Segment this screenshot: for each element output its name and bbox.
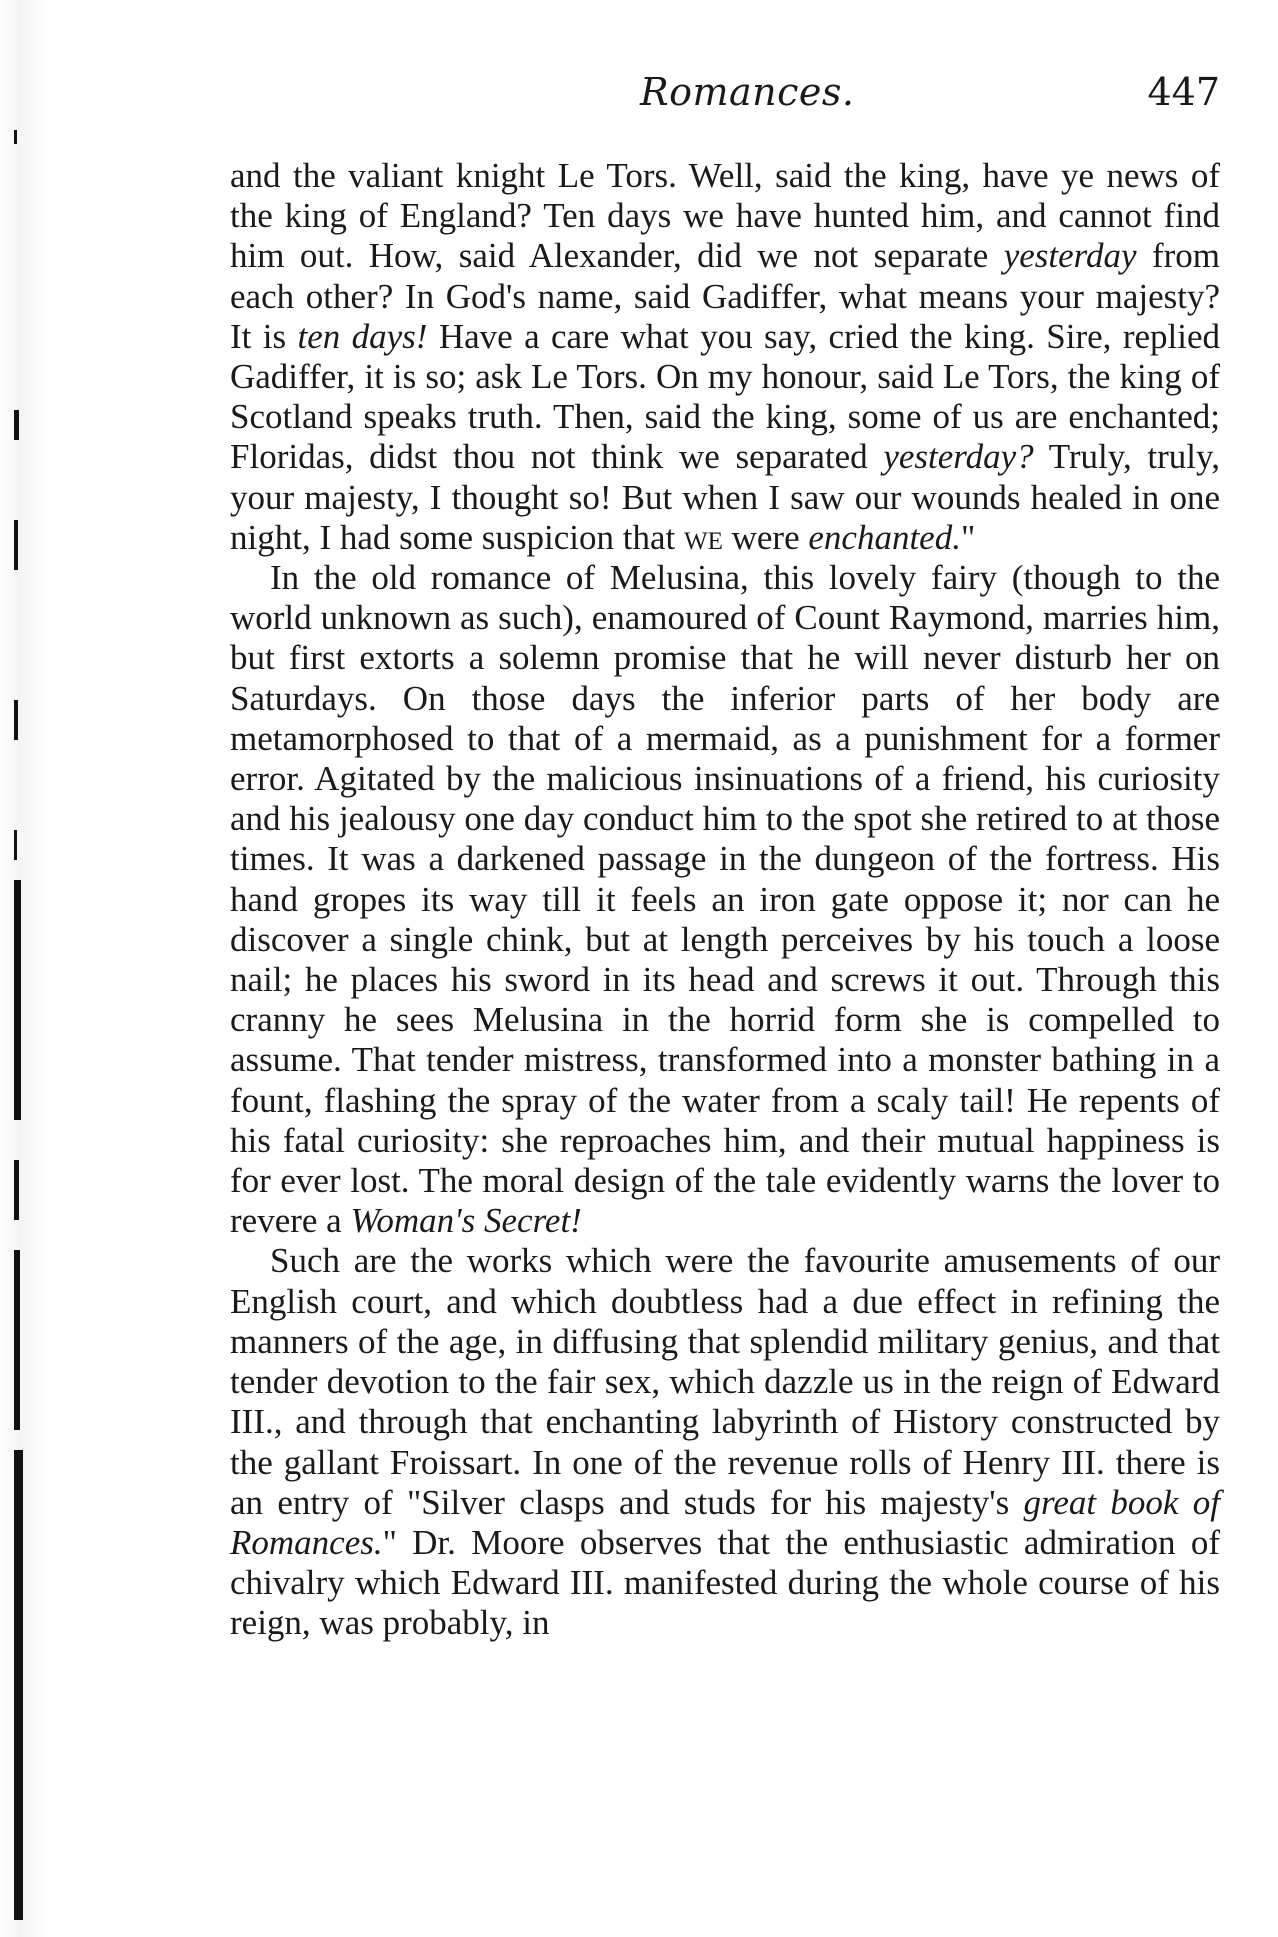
binding-shadow-mark xyxy=(14,830,17,860)
running-title: Romances. xyxy=(640,70,855,114)
text-run: Have a care what you say, cried the king. Sire, replied Gadiffer, it is so; ask Le Tors. On my honour, said Le Tors, the king of Scotland speaks truth. Then, said the king, some of us are enchanted; Floridas, didst thou not think we separated xyxy=(230,316,1220,477)
body-text xyxy=(230,156,1220,1644)
binding-shadow-mark xyxy=(14,130,17,144)
text-run: Such are the works which were the favourite amusements of our English court, and which doubtless had a due effect in refining the manners of the age, in diffusing that splendid military genius, and that tender devotion to the fair sex, which dazzle us in the reign of Edward III., and through that enchanting labyrinth of History constructed by the gallant Froissart. In one of the revenue rolls of Henry III. there is an entry of "Silver clasps and studs for his majesty's xyxy=(230,1241,1220,1522)
binding-shadow-mark xyxy=(14,700,18,740)
italic-run: yesterday? xyxy=(883,437,1034,477)
text-run: and the valiant knight Le Tors. Well, said the king, have ye news of the king of England? Ten days we have hunted him, and cannot find him out. How, said Alexander, did we not separate xyxy=(230,156,1220,276)
binding-shadow-mark xyxy=(14,520,18,570)
page-header xyxy=(230,70,1220,120)
paragraph xyxy=(230,156,1220,558)
paragraph xyxy=(230,558,1220,1241)
text-run: Truly, truly, your majesty, I thought so! But when I saw our wounds healed in one night, I had some suspicion that xyxy=(230,437,1220,557)
text-run: " xyxy=(960,517,976,557)
binding-shadow-mark xyxy=(14,880,21,1120)
text-run: In the old romance of Melusina, this lovely fairy (though to the world unknown as such), enamoured of Count Raymond, marries him, but first extorts a solemn promise that he will never disturb her on Saturdays. On those days the inferior parts of her body are metamorphosed to that of a mermaid, as a punishment for a former error. Agitated by the malicious insinuations of a friend, his curiosity and his jealousy one day conduct him to the spot she retired to at those times. It was a darkened passage in the dungeon of the fortress. His hand gropes its way till it feels an iron gate oppose it; nor can he discover a single chink, but at length perceives by his touch a loose nail; he places his sword in its head and screws it out. Through this cranny he sees Melusina in the horrid form she is compelled to assume. That tender mistress, transformed into a monster bathing in a fount, flashing the spray of the water from a scaly tail! He repents of his fatal curiosity: she reproaches him, and their mutual happiness is for ever lost. The moral design of the tale evidently warns the lover to revere a xyxy=(230,558,1220,1241)
binding-gutter xyxy=(0,0,48,1937)
italic-run: Woman's Secret! xyxy=(350,1201,582,1241)
page-number: 447 xyxy=(1147,70,1220,114)
text-run: from each other? In God's name, said Gadiffer, what means your majesty? It is xyxy=(230,236,1220,356)
small-caps-run: we xyxy=(683,517,723,557)
binding-shadow-mark xyxy=(14,410,19,440)
italic-run: great book of Romances. xyxy=(230,1482,1220,1562)
italic-run: ten days! xyxy=(297,316,428,356)
italic-run: yesterday xyxy=(1003,236,1137,276)
binding-shadow-mark xyxy=(14,1250,20,1430)
text-run: " Dr. Moore observes that the enthusiastic admiration of chivalry which Edward III. manifested during the whole course of his reign, was probably, in xyxy=(230,1522,1220,1643)
text-run: were xyxy=(722,517,809,557)
italic-run: enchanted. xyxy=(808,517,961,557)
binding-shadow-mark xyxy=(14,1160,19,1220)
paragraph xyxy=(230,1241,1220,1643)
binding-shadow-mark xyxy=(14,1450,23,1920)
